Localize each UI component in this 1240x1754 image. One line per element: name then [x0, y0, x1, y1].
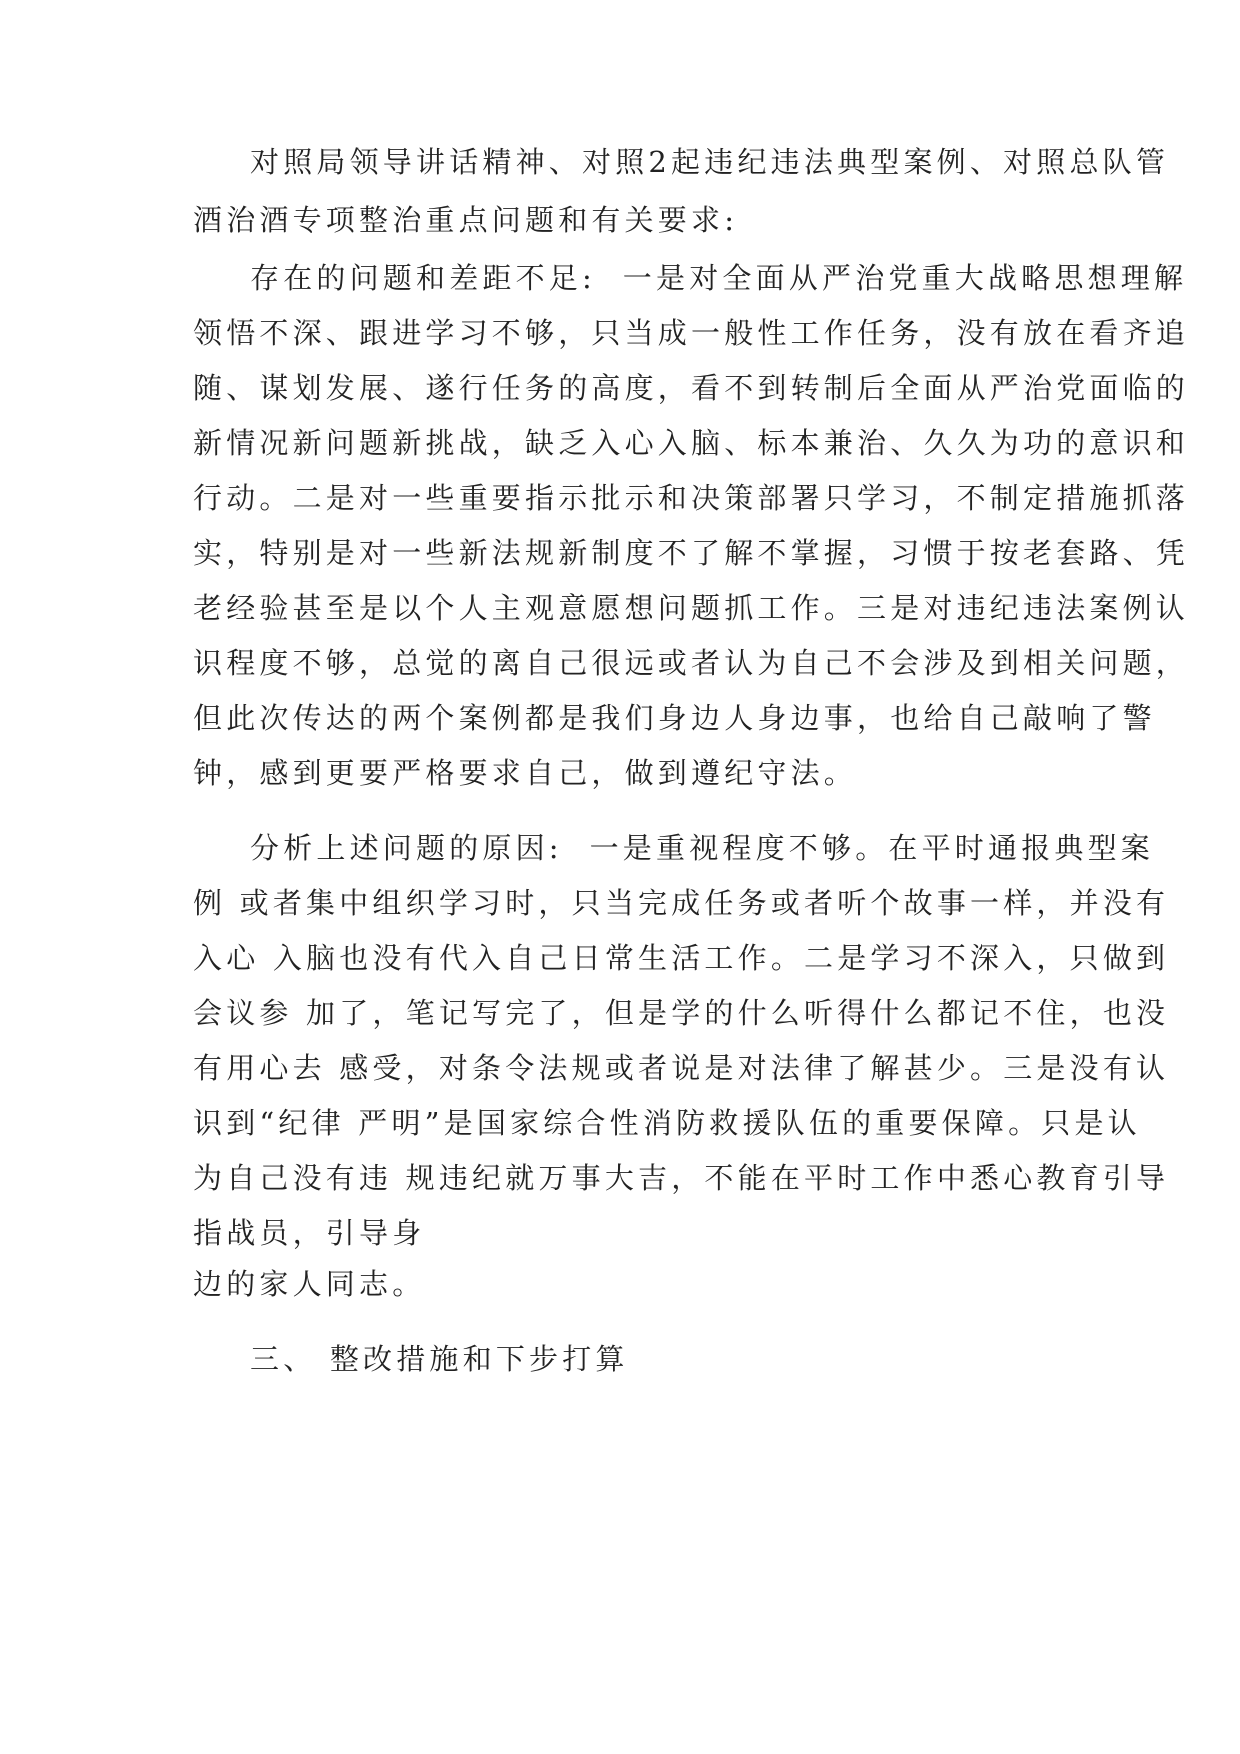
paragraph-problems-line-3: 随、谋划发展、遂行任务的高度，看不到转制后全面从严治党面临的 — [193, 371, 1190, 405]
paragraph-causes-line-2: 例 或者集中组织学习时，只当完成任务或者听个故事一样，并没有 — [193, 886, 1170, 920]
paragraph-problems-line-8: 识程度不够，总觉的离自己很远或者认为自己不会涉及到相关问题， — [193, 646, 1190, 680]
paragraph-problems-line-2: 领悟不深、跟进学习不够，只当成一般性工作任务，没有放在看齐追 — [193, 316, 1190, 350]
paragraph-causes-line-3: 入心 入脑也没有代入自己日常生活工作。二是学习不深入，只做到 — [193, 941, 1170, 975]
paragraph-causes-line-6: 识到“纪律 严明”是国家综合性消防救援队伍的重要保障。只是认 — [193, 1106, 1141, 1140]
paragraph-causes-line-7: 为自己没有违 规违纪就万事大吉，不能在平时工作中悉心教育引导 — [193, 1161, 1170, 1195]
section-heading-3: 三、 整改措施和下步打算 — [250, 1342, 629, 1376]
paragraph-problems-line-9: 但此次传达的两个案例都是我们身边人身边事，也给自己敲响了警 — [193, 701, 1156, 735]
paragraph-problems-line-1: 存在的问题和差距不足: 一是对全面从严治党重大战略思想理解 — [250, 261, 1188, 295]
paragraph-problems-line-7: 老经验甚至是以个人主观意愿想问题抓工作。三是对违纪违法案例认 — [193, 591, 1190, 625]
paragraph-problems-line-4: 新情况新问题新挑战，缺乏入心入脑、标本兼治、久久为功的意识和 — [193, 426, 1190, 460]
paragraph-causes-line-5: 有用心去 感受，对条令法规或者说是对法律了解甚少。三是没有认 — [193, 1051, 1170, 1085]
paragraph-intro-line-1: 对照局领导讲话精神、对照2起违纪违法典型案例、对照总队管 — [250, 145, 1170, 179]
paragraph-problems-line-6: 实，特别是对一些新法规新制度不了解不掌握，习惯于按老套路、凭 — [193, 536, 1190, 570]
paragraph-causes-line-9: 边的家人同志。 — [193, 1267, 426, 1301]
paragraph-problems-line-10: 钟，感到更要严格要求自己，做到遵纪守法。 — [193, 756, 858, 790]
paragraph-causes-line-4: 会议参 加了，笔记写完了，但是学的什么听得什么都记不住，也没 — [193, 996, 1170, 1030]
paragraph-intro-line-2: 酒治酒专项整治重点问题和有关要求: — [193, 203, 739, 237]
paragraph-causes-line-1: 分析上述问题的原因: 一是重视程度不够。在平时通报典型案 — [250, 831, 1155, 865]
paragraph-causes-line-8: 指战员，引导身 — [193, 1216, 426, 1250]
paragraph-problems-line-5: 行动。二是对一些重要指示批示和决策部署只学习，不制定措施抓落 — [193, 481, 1190, 515]
